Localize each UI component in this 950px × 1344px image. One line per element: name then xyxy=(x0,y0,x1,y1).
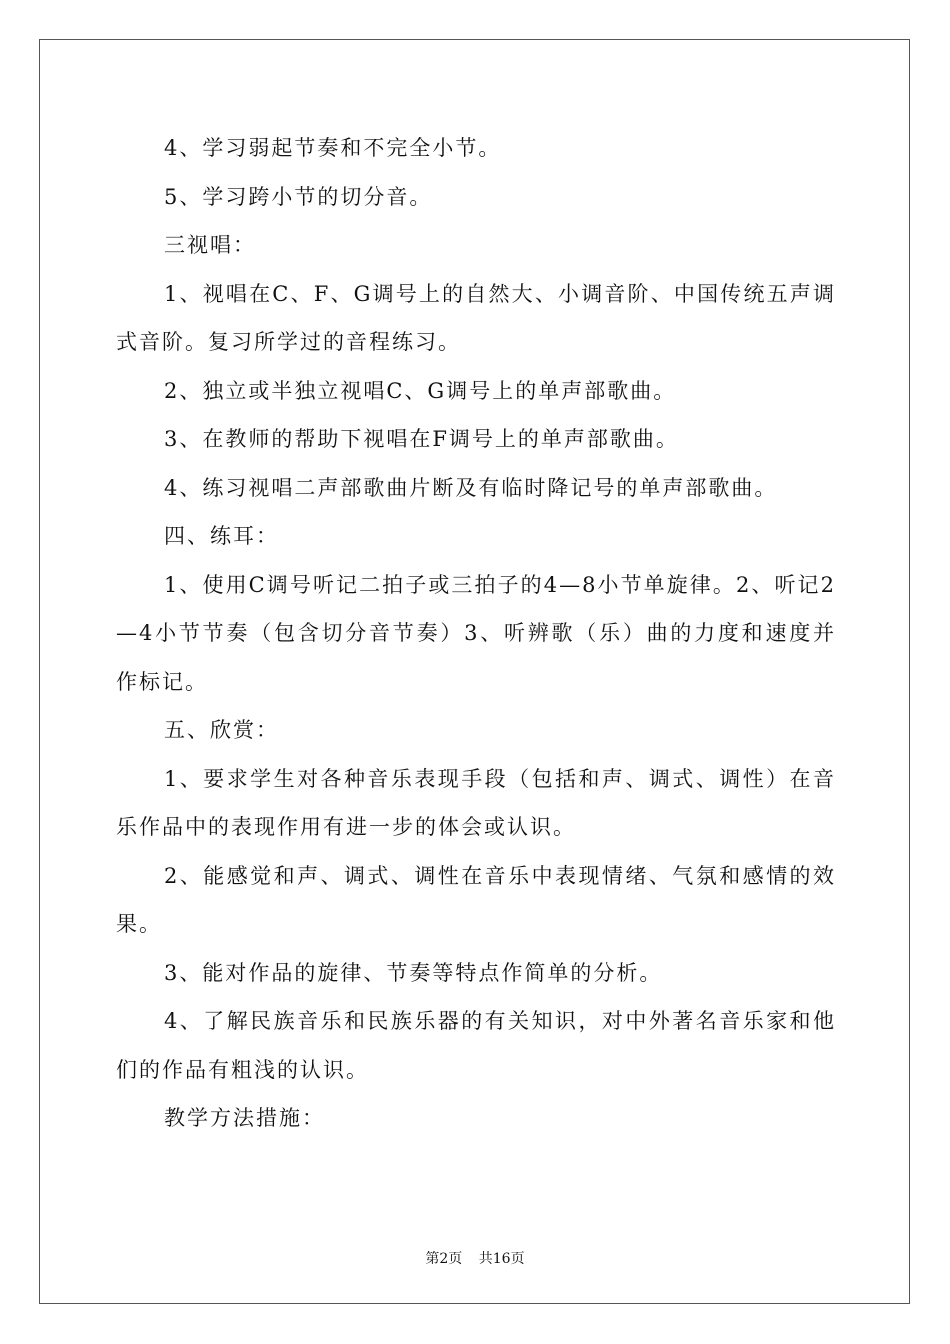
document-body xyxy=(116,124,836,1143)
paragraph: 2、能感觉和声、调式、调性在音乐中表现情绪、气氛和感情的效果。 xyxy=(116,863,836,936)
paragraph: 4、练习视唱二声部歌曲片断及有临时降记号的单声部歌曲。 xyxy=(164,475,778,500)
section-heading: 四、练耳： xyxy=(164,524,279,548)
paragraph: 3、能对作品的旋律、节奏等特点作简单的分析。 xyxy=(164,960,663,985)
paragraph: 4、了解民族音乐和民族乐器的有关知识，对中外著名音乐家和他们的作品有粗浅的认识。 xyxy=(116,1009,836,1082)
paragraph: 1、使用C调号听记二拍子或三拍子的4—8小节单旋律。2、听记2—4小节节奏（包含切分音节奏）3、听辨歌（乐）曲的力度和速度并作标记。 xyxy=(116,572,836,694)
section-heading: 五、欣赏： xyxy=(164,718,279,742)
paragraph: 4、学习弱起节奏和不完全小节。 xyxy=(164,136,502,160)
paragraph: 1、视唱在C、F、G调号上的自然大、小调音阶、中国传统五声调式音阶。复习所学过的音程练习。 xyxy=(116,281,836,354)
paragraph: 5、学习跨小节的切分音。 xyxy=(164,184,433,209)
paragraph: 2、独立或半独立视唱C、G调号上的单声部歌曲。 xyxy=(164,378,677,403)
section-heading: 教学方法措施： xyxy=(164,1106,325,1130)
paragraph: 1、要求学生对各种音乐表现手段（包括和声、调式、调性）在音乐作品中的表现作用有进一步的体会或认识。 xyxy=(116,766,836,839)
paragraph: 3、在教师的帮助下视唱在F调号上的单声部歌曲。 xyxy=(164,427,679,451)
section-heading: 三视唱： xyxy=(164,233,256,257)
total-pages: 共16页 xyxy=(478,1251,525,1267)
page-number: 第2页 xyxy=(425,1251,463,1267)
page-footer xyxy=(0,1248,950,1268)
